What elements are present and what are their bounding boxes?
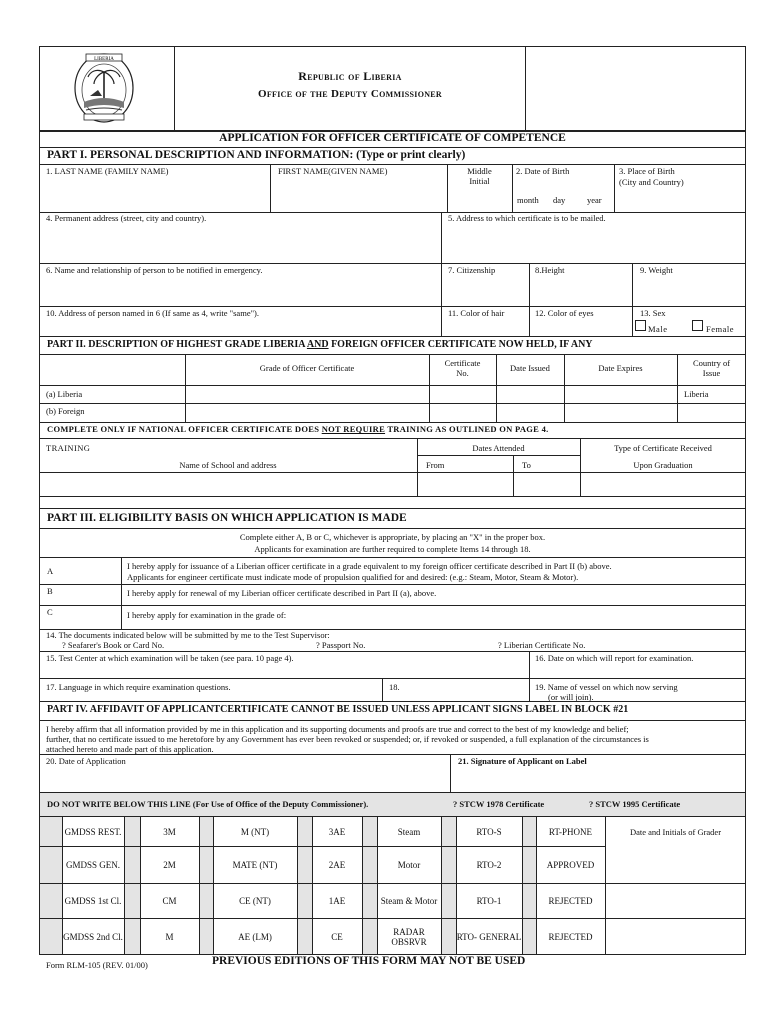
signature-label: 21. Signature of Applicant on Label [458, 756, 587, 766]
row-foreign: (b) Foreign [46, 406, 85, 416]
form-title: APPLICATION FOR OFFICER CERTIFICATE OF COMPETENCE [219, 132, 566, 144]
documents-label: 14. The documents indicated below will be submitted by me to the Test Supervisor: [46, 630, 330, 640]
country-title: Republic of Liberia [298, 69, 402, 83]
part1-title: PART I. PERSONAL DESCRIPTION AND INFORMATION: (Type or print clearly) [47, 149, 466, 161]
dob-label: 2. Date of Birth [516, 166, 570, 176]
grid-gmdss-1st: GMDSS 1st Cl. [64, 896, 122, 906]
part2-title: PART II. DESCRIPTION OF HIGHEST GRADE LIBERIA AND FOREIGN OFFICER CERTIFICATE NOW HELD, IF ANY [47, 339, 593, 350]
editions-notice: PREVIOUS EDITIONS OF THIS FORM MAY NOT BE USED [212, 955, 526, 967]
last-name-label: 1. LAST NAME (FAMILY NAME) [46, 166, 169, 176]
grid-gmdss-rest: GMDSS REST. [64, 826, 122, 837]
application-date-label: 20. Date of Application [46, 756, 126, 766]
form-number: Form RLM-105 (REV. 01/00) [46, 960, 148, 970]
row-liberia: (a) Liberia [46, 389, 83, 399]
emergency-address-label: 10. Address of person named in 6 (If same as 4, write "same"). [46, 308, 260, 318]
vessel-label: 19. Name of vessel on which now serving [535, 682, 678, 692]
test-center-label: 15. Test Center at which examination will be taken (see para. 10 page 4). [46, 653, 294, 663]
female-checkbox[interactable] [692, 320, 703, 331]
office-use-header: DO NOT WRITE BELOW THIS LINE (For Use of Office of the Deputy Commissioner). [47, 799, 369, 809]
citizenship-label: 7. Citizenship [448, 265, 496, 275]
office-title: Office of the Deputy Commissioner [257, 88, 443, 100]
height-label: 8.Height [535, 265, 565, 275]
liberia-seal-icon [72, 50, 136, 126]
grid-gmdss-gen: GMDSS GEN. [65, 860, 120, 870]
first-name-label: FIRST NAME(GIVEN NAME) [278, 166, 388, 176]
mailing-address-label: 5. Address to which certificate is to be mailed. [448, 213, 606, 223]
pob-label: 3. Place of Birth [619, 166, 675, 176]
sex-label: 13. Sex [640, 308, 666, 318]
part3-title: PART III. ELIGIBILITY BASIS ON WHICH APPLICATION IS MADE [47, 512, 407, 524]
training-note: COMPLETE ONLY IF NATIONAL OFFICER CERTIFICATE DOES NOT REQUIRE TRAINING AS OUTLINED ON PAGE 4. [47, 424, 549, 434]
hair-color-label: 11. Color of hair [448, 308, 505, 318]
male-checkbox[interactable] [635, 320, 646, 331]
eye-color-label: 12. Color of eyes [535, 308, 594, 318]
option-b-label: B [47, 586, 53, 596]
grader-label: Date and Initials of Grader [629, 826, 722, 837]
svg-text:LIBERIA: LIBERIA [94, 57, 114, 62]
grid-gmdss-2nd: GMDSS 2nd Cl. [63, 931, 123, 942]
weight-label: 9. Weight [640, 265, 673, 275]
emergency-contact-label: 6. Name and relationship of person to be notified in emergency. [46, 265, 263, 275]
language-label: 17. Language in which require examination questions. [46, 682, 231, 692]
option-a-label: A [47, 566, 54, 576]
option-c-label: C [47, 607, 53, 617]
permanent-address-label: 4. Permanent address (street, city and country). [46, 213, 207, 223]
part4-title: PART IV. AFFIDAVIT OF APPLICANTCERTIFICATE CANNOT BE ISSUED UNLESS APPLICANT SIGNS LABEL IN BLOCK #21 [47, 704, 629, 715]
report-date-label: 16. Date on which will report for examination. [535, 653, 694, 663]
